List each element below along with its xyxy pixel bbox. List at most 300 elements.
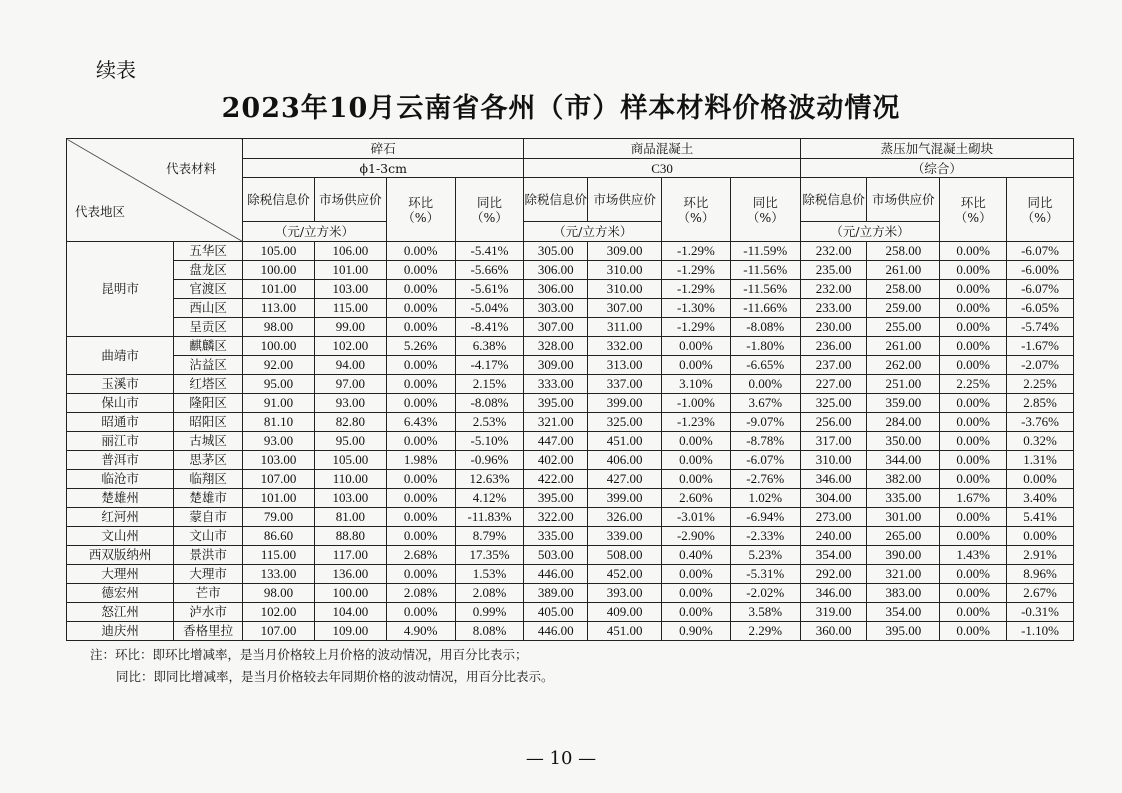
price-cell: -2.07% [1007, 356, 1074, 375]
price-cell: 389.00 [524, 584, 588, 603]
price-cell: 0.00% [662, 356, 731, 375]
table-row [67, 527, 1074, 546]
price-cell: 2.53% [455, 413, 524, 432]
price-cell: 402.00 [524, 451, 588, 470]
price-cell: 0.00% [940, 565, 1007, 584]
price-cell: 0.00% [386, 489, 455, 508]
price-cell: 104.00 [314, 603, 386, 622]
price-cell: 503.00 [524, 546, 588, 565]
price-cell: 91.00 [243, 394, 315, 413]
price-cell: 136.00 [314, 565, 386, 584]
price-cell: 103.00 [314, 489, 386, 508]
region-district: 沾益区 [174, 356, 243, 375]
region-district: 古城区 [174, 432, 243, 451]
price-cell: 339.00 [588, 527, 662, 546]
price-cell: 92.00 [243, 356, 315, 375]
price-cell: 310.00 [588, 280, 662, 299]
price-cell: 6.38% [455, 337, 524, 356]
price-cell: 0.32% [1007, 432, 1074, 451]
price-cell: -1.29% [662, 261, 731, 280]
price-cell: -6.07% [1007, 280, 1074, 299]
price-cell: 0.99% [455, 603, 524, 622]
price-cell: 427.00 [588, 470, 662, 489]
price-cell: 4.12% [455, 489, 524, 508]
region-district: 临翔区 [174, 470, 243, 489]
price-cell: 81.00 [314, 508, 386, 527]
table-row [67, 375, 1074, 394]
region-city: 普洱市 [67, 451, 174, 470]
price-cell: 95.00 [314, 432, 386, 451]
table-row [67, 603, 1074, 622]
price-cell: 310.00 [800, 451, 867, 470]
col-mom: 环比 （%） [386, 178, 455, 242]
region-district: 芒市 [174, 584, 243, 603]
region-district: 官渡区 [174, 280, 243, 299]
price-cell: 322.00 [524, 508, 588, 527]
price-cell: 2.25% [1007, 375, 1074, 394]
price-cell: 0.00% [940, 337, 1007, 356]
price-cell: 1.98% [386, 451, 455, 470]
price-cell: 94.00 [314, 356, 386, 375]
col-tax-price: 除税信息价 [800, 178, 867, 222]
region-district: 隆阳区 [174, 394, 243, 413]
price-cell: 406.00 [588, 451, 662, 470]
price-cell: 240.00 [800, 527, 867, 546]
price-cell: 2.08% [386, 584, 455, 603]
col-yoy: 同比 （%） [730, 178, 800, 242]
header-diagonal-cell [67, 139, 243, 242]
price-cell: 303.00 [524, 299, 588, 318]
price-cell: 5.41% [1007, 508, 1074, 527]
price-cell: 0.00% [662, 470, 731, 489]
price-cell: 0.00% [940, 413, 1007, 432]
price-cell: -5.74% [1007, 318, 1074, 337]
price-cell: 3.10% [662, 375, 731, 394]
region-district: 五华区 [174, 242, 243, 261]
table-row [67, 584, 1074, 603]
group-name-gravel: 碎石 [243, 139, 524, 159]
region-district: 香格里拉 [174, 622, 243, 641]
price-cell: 0.00% [940, 394, 1007, 413]
price-cell: 3.58% [730, 603, 800, 622]
price-cell: 262.00 [867, 356, 940, 375]
price-cell: -3.76% [1007, 413, 1074, 432]
price-cell: 82.80 [314, 413, 386, 432]
region-district: 大理市 [174, 565, 243, 584]
price-cell: 232.00 [800, 242, 867, 261]
price-cell: 0.00% [940, 242, 1007, 261]
price-cell: 395.00 [524, 489, 588, 508]
price-cell: 0.00% [662, 432, 731, 451]
price-cell: -1.30% [662, 299, 731, 318]
price-cell: 0.00% [1007, 470, 1074, 489]
col-market-price: 市场供应价 [314, 178, 386, 222]
continued-label: 续表 [96, 58, 136, 82]
header-material-label: 代表材料 [166, 161, 217, 176]
price-cell: 105.00 [314, 451, 386, 470]
table-row [67, 565, 1074, 584]
price-cell: -1.00% [662, 394, 731, 413]
col-yoy: 同比 （%） [1007, 178, 1074, 242]
table-row [67, 242, 1074, 261]
region-city: 昭通市 [67, 413, 174, 432]
price-cell: 335.00 [867, 489, 940, 508]
price-cell: -0.31% [1007, 603, 1074, 622]
price-cell: 326.00 [588, 508, 662, 527]
price-cell: -1.23% [662, 413, 731, 432]
price-cell: 261.00 [867, 261, 940, 280]
price-cell: 307.00 [588, 299, 662, 318]
price-cell: 0.90% [662, 622, 731, 641]
price-cell: 311.00 [588, 318, 662, 337]
price-cell: 0.00% [662, 584, 731, 603]
price-cell: 232.00 [800, 280, 867, 299]
price-cell: 0.00% [386, 356, 455, 375]
price-cell: -1.67% [1007, 337, 1074, 356]
price-cell: 321.00 [524, 413, 588, 432]
price-cell: 390.00 [867, 546, 940, 565]
price-cell: 115.00 [243, 546, 315, 565]
table-row [67, 318, 1074, 337]
price-cell: 230.00 [800, 318, 867, 337]
price-cell: 12.63% [455, 470, 524, 489]
price-cell: 284.00 [867, 413, 940, 432]
col-mom: 环比 （%） [940, 178, 1007, 242]
price-cell: 301.00 [867, 508, 940, 527]
price-cell: -9.07% [730, 413, 800, 432]
price-cell: 258.00 [867, 280, 940, 299]
price-cell: 335.00 [524, 527, 588, 546]
price-cell: 0.00% [940, 432, 1007, 451]
region-city: 大理州 [67, 565, 174, 584]
price-cell: 102.00 [314, 337, 386, 356]
price-cell: 0.00% [940, 603, 1007, 622]
price-cell: -5.66% [455, 261, 524, 280]
price-cell: 0.00% [940, 527, 1007, 546]
price-cell: 258.00 [867, 242, 940, 261]
price-cell: 333.00 [524, 375, 588, 394]
price-cell: 0.00% [386, 394, 455, 413]
price-cell: 1.43% [940, 546, 1007, 565]
price-cell: 117.00 [314, 546, 386, 565]
price-cell: 344.00 [867, 451, 940, 470]
price-cell: -5.31% [730, 565, 800, 584]
price-cell: -6.00% [1007, 261, 1074, 280]
price-cell: 103.00 [243, 451, 315, 470]
footnotes [90, 644, 554, 688]
price-cell: 1.67% [940, 489, 1007, 508]
price-cell: 86.60 [243, 527, 315, 546]
price-cell: 409.00 [588, 603, 662, 622]
price-cell: 0.00% [662, 451, 731, 470]
region-district: 文山市 [174, 527, 243, 546]
price-cell: 0.00% [662, 565, 731, 584]
table-row [67, 622, 1074, 641]
price-cell: 265.00 [867, 527, 940, 546]
price-cell: 360.00 [800, 622, 867, 641]
price-cell: -8.78% [730, 432, 800, 451]
price-cell: -8.08% [455, 394, 524, 413]
price-cell: 0.00% [386, 375, 455, 394]
price-cell: 6.43% [386, 413, 455, 432]
price-cell: -1.80% [730, 337, 800, 356]
note-yoy: 同比：即同比增减率，是当月价格较去年同期价格的波动情况，用百分比表示。 [116, 669, 554, 684]
price-cell: 309.00 [524, 356, 588, 375]
price-cell: 0.00% [940, 508, 1007, 527]
price-cell: 446.00 [524, 622, 588, 641]
page-number: — 10 — [525, 748, 597, 769]
price-cell: 235.00 [800, 261, 867, 280]
price-cell: 103.00 [314, 280, 386, 299]
price-cell: -5.61% [455, 280, 524, 299]
price-cell: 337.00 [588, 375, 662, 394]
region-district: 泸水市 [174, 603, 243, 622]
price-cell: 237.00 [800, 356, 867, 375]
region-district: 思茅区 [174, 451, 243, 470]
price-cell: 2.29% [730, 622, 800, 641]
price-cell: 109.00 [314, 622, 386, 641]
region-city: 红河州 [67, 508, 174, 527]
price-cell: 100.00 [243, 337, 315, 356]
price-cell: 0.00% [940, 622, 1007, 641]
price-cell: 8.79% [455, 527, 524, 546]
price-cell: 0.00% [662, 603, 731, 622]
price-cell: 233.00 [800, 299, 867, 318]
price-cell: 0.00% [386, 242, 455, 261]
price-cell: 317.00 [800, 432, 867, 451]
price-cell: 292.00 [800, 565, 867, 584]
price-cell: -0.96% [455, 451, 524, 470]
price-cell: 451.00 [588, 432, 662, 451]
price-cell: 1.31% [1007, 451, 1074, 470]
price-cell: 0.00% [386, 603, 455, 622]
price-cell: 8.96% [1007, 565, 1074, 584]
table-row [67, 451, 1074, 470]
price-cell: 251.00 [867, 375, 940, 394]
region-city: 保山市 [67, 394, 174, 413]
price-cell: 98.00 [243, 318, 315, 337]
price-cell: 2.15% [455, 375, 524, 394]
price-cell: 306.00 [524, 280, 588, 299]
table-row [67, 261, 1074, 280]
price-cell: 2.67% [1007, 584, 1074, 603]
price-cell: 354.00 [800, 546, 867, 565]
price-cell: 101.00 [314, 261, 386, 280]
price-cell: 115.00 [314, 299, 386, 318]
price-cell: -11.56% [730, 280, 800, 299]
price-cell: 346.00 [800, 470, 867, 489]
price-cell: 81.10 [243, 413, 315, 432]
region-city: 楚雄州 [67, 489, 174, 508]
table-row [67, 508, 1074, 527]
table-row [67, 413, 1074, 432]
price-cell: 98.00 [243, 584, 315, 603]
price-cell: 2.08% [455, 584, 524, 603]
price-cell: 4.90% [386, 622, 455, 641]
price-cell: 79.00 [243, 508, 315, 527]
price-cell: 0.40% [662, 546, 731, 565]
price-cell: 1.02% [730, 489, 800, 508]
col-market-price: 市场供应价 [867, 178, 940, 222]
region-district: 红塔区 [174, 375, 243, 394]
price-cell: 508.00 [588, 546, 662, 565]
price-cell: 105.00 [243, 242, 315, 261]
price-cell: -3.01% [662, 508, 731, 527]
table-row [67, 546, 1074, 565]
price-cell: 307.00 [524, 318, 588, 337]
price-cell: 0.00% [386, 261, 455, 280]
price-cell: 446.00 [524, 565, 588, 584]
price-table-body [67, 242, 1074, 641]
price-cell: 2.60% [662, 489, 731, 508]
region-city: 临沧市 [67, 470, 174, 489]
price-cell: 8.08% [455, 622, 524, 641]
group-name-block: 蒸压加气混凝土砌块 [800, 139, 1073, 159]
price-cell: 0.00% [940, 451, 1007, 470]
table-row [67, 337, 1074, 356]
price-cell: -6.94% [730, 508, 800, 527]
table-row [67, 394, 1074, 413]
region-city: 昆明市 [67, 242, 174, 337]
price-cell: 328.00 [524, 337, 588, 356]
price-cell: 447.00 [524, 432, 588, 451]
price-cell: 88.80 [314, 527, 386, 546]
price-cell: 100.00 [314, 584, 386, 603]
price-cell: -5.10% [455, 432, 524, 451]
table-row [67, 299, 1074, 318]
price-cell: 319.00 [800, 603, 867, 622]
price-cell: -2.76% [730, 470, 800, 489]
region-city: 迪庆州 [67, 622, 174, 641]
price-cell: -11.59% [730, 242, 800, 261]
price-cell: 0.00% [1007, 527, 1074, 546]
table-row [67, 356, 1074, 375]
price-cell: 100.00 [243, 261, 315, 280]
unit-label: （元/立方米） [243, 222, 387, 242]
price-cell: 2.68% [386, 546, 455, 565]
price-cell: 5.23% [730, 546, 800, 565]
price-cell: 332.00 [588, 337, 662, 356]
price-cell: 0.00% [386, 432, 455, 451]
region-city: 德宏州 [67, 584, 174, 603]
price-cell: 2.25% [940, 375, 1007, 394]
price-cell: 93.00 [243, 432, 315, 451]
region-district: 楚雄市 [174, 489, 243, 508]
price-cell: 261.00 [867, 337, 940, 356]
region-district: 盘龙区 [174, 261, 243, 280]
price-cell: 2.85% [1007, 394, 1074, 413]
price-cell: 0.00% [940, 470, 1007, 489]
price-cell: 395.00 [867, 622, 940, 641]
price-cell: 304.00 [800, 489, 867, 508]
price-cell: 95.00 [243, 375, 315, 394]
price-cell: 346.00 [800, 584, 867, 603]
unit-label: （元/立方米） [524, 222, 662, 242]
price-cell: 399.00 [588, 489, 662, 508]
price-cell: -6.65% [730, 356, 800, 375]
price-cell: -6.07% [730, 451, 800, 470]
price-cell: 256.00 [800, 413, 867, 432]
price-cell: 325.00 [800, 394, 867, 413]
price-cell: 17.35% [455, 546, 524, 565]
price-cell: 350.00 [867, 432, 940, 451]
header-region-label: 代表地区 [75, 204, 126, 219]
price-cell: 0.00% [386, 470, 455, 489]
price-cell: 3.67% [730, 394, 800, 413]
price-cell: 354.00 [867, 603, 940, 622]
region-district: 蒙自市 [174, 508, 243, 527]
table-row [67, 280, 1074, 299]
price-cell: 106.00 [314, 242, 386, 261]
price-cell: -4.17% [455, 356, 524, 375]
price-cell: 0.00% [940, 318, 1007, 337]
table-row [67, 489, 1074, 508]
table-row [67, 432, 1074, 451]
price-cell: 359.00 [867, 394, 940, 413]
price-cell: 97.00 [314, 375, 386, 394]
price-cell: -6.07% [1007, 242, 1074, 261]
note-mom: 注：环比：即环比增减率，是当月价格较上月价格的波动情况，用百分比表示； [90, 647, 528, 662]
price-cell: 452.00 [588, 565, 662, 584]
price-cell: 110.00 [314, 470, 386, 489]
region-city: 怒江州 [67, 603, 174, 622]
price-cell: 422.00 [524, 470, 588, 489]
price-cell: 393.00 [588, 584, 662, 603]
price-cell: 0.00% [940, 584, 1007, 603]
price-cell: -2.02% [730, 584, 800, 603]
price-cell: 305.00 [524, 242, 588, 261]
price-cell: 0.00% [940, 280, 1007, 299]
region-city: 玉溪市 [67, 375, 174, 394]
region-city: 西双版纳州 [67, 546, 174, 565]
unit-label: （元/立方米） [800, 222, 940, 242]
group-spec-gravel: ϕ1-3cm [243, 159, 524, 178]
price-cell: 0.00% [386, 280, 455, 299]
region-city: 丽江市 [67, 432, 174, 451]
price-table [66, 138, 1074, 641]
price-cell: -8.41% [455, 318, 524, 337]
price-cell: 102.00 [243, 603, 315, 622]
price-cell: -11.83% [455, 508, 524, 527]
price-cell: -2.33% [730, 527, 800, 546]
region-city: 曲靖市 [67, 337, 174, 375]
col-yoy: 同比 （%） [455, 178, 524, 242]
price-cell: -5.04% [455, 299, 524, 318]
price-cell: 101.00 [243, 280, 315, 299]
group-name-concrete: 商品混凝土 [524, 139, 800, 159]
price-cell: 236.00 [800, 337, 867, 356]
price-cell: 0.00% [940, 356, 1007, 375]
price-cell: -11.56% [730, 261, 800, 280]
price-cell: 309.00 [588, 242, 662, 261]
price-cell: 1.53% [455, 565, 524, 584]
price-cell: 273.00 [800, 508, 867, 527]
price-cell: 3.40% [1007, 489, 1074, 508]
price-cell: 0.00% [730, 375, 800, 394]
price-cell: 383.00 [867, 584, 940, 603]
group-spec-block: （综合） [800, 159, 1073, 178]
region-district: 西山区 [174, 299, 243, 318]
col-mom: 环比 （%） [662, 178, 731, 242]
price-cell: 382.00 [867, 470, 940, 489]
price-cell: 451.00 [588, 622, 662, 641]
region-city: 文山州 [67, 527, 174, 546]
price-cell: -6.05% [1007, 299, 1074, 318]
price-cell: -2.90% [662, 527, 731, 546]
price-cell: -5.41% [455, 242, 524, 261]
price-cell: -1.29% [662, 318, 731, 337]
price-cell: -11.66% [730, 299, 800, 318]
